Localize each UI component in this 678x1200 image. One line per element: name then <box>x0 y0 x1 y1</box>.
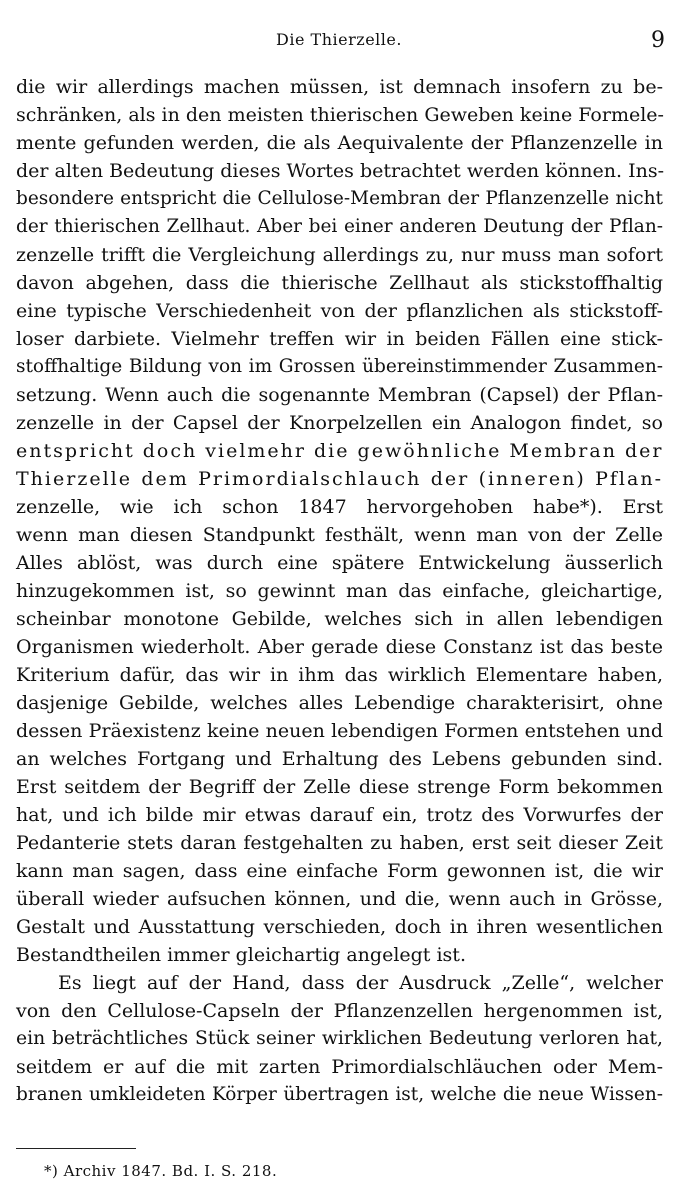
body-text <box>16 73 663 1109</box>
text-line: ein beträchtliches Stück seiner wirklichen Bedeutung verloren hat, <box>16 1028 663 1049</box>
text-line: eine typische Verschiedenheit von der pflanzlichen als stickstoff- <box>16 300 663 322</box>
text-line: Gestalt und Ausstattung verschieden, doch in ihren wesentlichen <box>16 916 663 938</box>
text-line: kann man sagen, dass eine einfache Form gewonnen ist, die wir <box>16 860 663 882</box>
footnote-divider <box>16 1148 136 1149</box>
text-line: schränken, als in den meisten thierischen Geweben keine Formele- <box>16 104 664 126</box>
text-line: besondere entspricht die Cellulose-Membran der Pflanzenzelle nicht <box>16 188 663 209</box>
running-title: Die Thierzelle. <box>276 30 402 49</box>
text-line: Es liegt auf der Hand, dass der Ausdruck „Zelle“, welcher <box>58 972 663 994</box>
text-line: Pedanterie stets daran festgehalten zu haben, erst seit dieser Zeit <box>16 832 663 854</box>
text-line: wenn man diesen Standpunkt festhält, wenn man von der Zelle <box>16 524 663 546</box>
text-line: Erst seitdem der Begriff der Zelle diese strenge Form bekommen <box>16 776 663 798</box>
text-line: stoffhaltige Bildung von im Grossen übereinstimmender Zusammen- <box>16 356 663 377</box>
text-line: hinzugekommen ist, so gewinnt man das einfache, gleichartige, <box>16 580 663 602</box>
text-line: zenzelle trifft die Vergleichung allerdings zu, nur muss man sofort <box>16 244 663 266</box>
text-line: loser darbiete. Vielmehr treffen wir in beiden Fällen eine stick- <box>16 328 663 350</box>
text-line: setzung. Wenn auch die sogenannte Membran (Capsel) der Pflan- <box>16 384 663 406</box>
footnote: *) Archiv 1847. Bd. I. S. 218. <box>44 1162 278 1180</box>
page-header <box>0 28 678 56</box>
text-line: entspricht doch vielmehr die gewöhnliche Membran der <box>16 440 664 462</box>
text-line: mente gefunden werden, die als Aequivalente der Pflanzenzelle in <box>16 132 663 154</box>
text-line: der alten Bedeutung dieses Wortes betrachtet werden können. Ins- <box>16 160 665 182</box>
text-line: Bestandtheilen immer gleichartig angelegt ist. <box>16 944 466 966</box>
text-line: der thierischen Zellhaut. Aber bei einer anderen Deutung der Pflan- <box>16 216 663 237</box>
text-line: zenzelle in der Capsel der Knorpelzellen ein Analogon findet, so <box>16 412 663 434</box>
text-line: scheinbar monotone Gebilde, welches sich in allen lebendigen <box>16 608 663 630</box>
text-line: dessen Präexistenz keine neuen lebendigen Formen entstehen und <box>16 720 663 742</box>
text-line: Alles ablöst, was durch eine spätere Entwickelung äusserlich <box>16 552 663 574</box>
text-line: hat, und ich bilde mir etwas darauf ein, trotz des Vorwurfes der <box>16 804 663 826</box>
text-line: zenzelle, wie ich schon 1847 hervorgehoben habe*). Erst <box>16 496 663 518</box>
text-line: Kriterium dafür, das wir in ihm das wirklich Elementare haben, <box>16 664 663 686</box>
page-number: 9 <box>651 28 665 53</box>
text-line: Thierzelle dem Primordialschlauch der (inneren) Pflan- <box>16 468 663 490</box>
text-line: überall wieder aufsuchen können, und die, wenn auch in Grösse, <box>16 888 663 910</box>
text-line: seitdem er auf die mit zarten Primordialschläuchen oder Mem- <box>16 1056 663 1078</box>
text-line: dasjenige Gebilde, welches alles Lebendige charakterisirt, ohne <box>16 692 663 714</box>
text-line: davon abgehen, dass die thierische Zellhaut als stickstoffhaltig <box>16 272 663 294</box>
text-line: die wir allerdings machen müssen, ist demnach insofern zu be- <box>16 76 663 98</box>
text-line: von den Cellulose-Capseln der Pflanzenzellen hergenommen ist, <box>16 1000 663 1022</box>
text-line: Organismen wiederholt. Aber gerade diese Constanz ist das beste <box>16 636 663 658</box>
text-line: branen umkleideten Körper übertragen ist, welche die neue Wissen- <box>16 1084 663 1105</box>
text-line: an welches Fortgang und Erhaltung des Lebens gebunden sind. <box>16 748 663 770</box>
